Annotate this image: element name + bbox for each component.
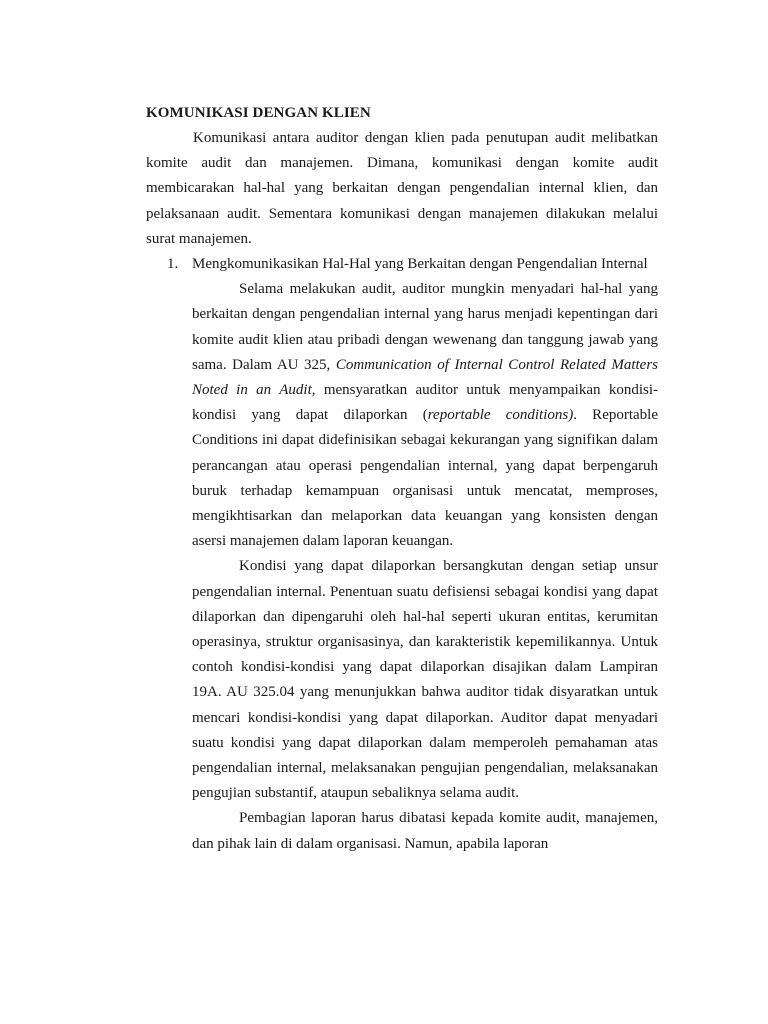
paragraph-text: . Reportable Conditions ini dapat didefinisikan sebagai kekurangan yang signifikan dalam perancangan atau operasi pengendalian internal, yang dapat berpengaruh buruk terhadap kemampuan organisasi untuk mencatat, memproses, mengikhtisarkan dan melaporkan data keuangan yang konsisten dengan asersi manajemen dalam laporan keuangan. [192,407,658,550]
paragraph-text: Selama melakukan audit, auditor mungkin menyadari hal-hal yang berkaitan dengan pengendalian internal yang harus menjadi kepentingan dari komite audit klien atau pribadi dengan wewenang dan tanggung jawab yang sama. Dalam AU 325, [192,281,658,373]
list-number: 1. [167,256,179,273]
intro-paragraph: Komunikasi antara auditor dengan klien pada penutupan audit melibatkan komite audit dan manajemen. Dimana, komunikasi dengan komite audit membicarakan hal-hal yang berkaitan dengan pengendalian internal klien, dan pelaksanaan audit. Sementara komunikasi dengan manajemen dilakukan melalui surat manajemen. [146,130,658,247]
section-heading: KOMUNIKASI DENGAN KLIEN [146,105,371,121]
section-paragraph-3: Pembagian laporan harus dibatasi kepada komite audit, manajemen, dan pihak lain di dalam organisasi. Namun, apabila laporan [192,810,658,852]
list-item-title: Mengkomunikasikan Hal-Hal yang Berkaitan dengan Pengendalian Internal [192,256,648,273]
document-body [146,101,658,857]
italic-term: reportable conditions) [427,407,574,424]
section-paragraph-2: Kondisi yang dapat dilaporkan bersangkutan dengan setiap unsur pengendalian internal. Penentuan suatu defisiensi sebagai kondisi yang dapat dilaporkan dan dipengaruhi oleh hal-hal seperti ukuran entitas, kerumitan operasinya, struktur organisasinya, dan karakteristik kepemilikannya. Untuk contoh kondisi-kondisi yang dapat dilaporkan disajikan dalam Lampiran 19A. AU 325.04 yang menunjukkan bahwa auditor tidak disyaratkan untuk mencari kondisi-kondisi yang dapat dilaporkan. Auditor dapat menyadari suatu kondisi yang dapat dilaporkan dalam memperoleh pemahaman atas pengendalian internal, melaksanakan pengujian pengendalian, melaksanakan pengujian substantif, ataupun sebaliknya selama audit. [192,558,658,802]
list-item-1 [146,252,658,857]
section-paragraph-1 [192,277,658,554]
italic-reference-title: Communication of Internal Control Related Matters Noted in an Audit, [192,356,659,399]
paragraph-text: mensyaratkan auditor untuk menyampaikan kondisi-kondisi yang dapat dilaporkan ( [192,382,658,424]
